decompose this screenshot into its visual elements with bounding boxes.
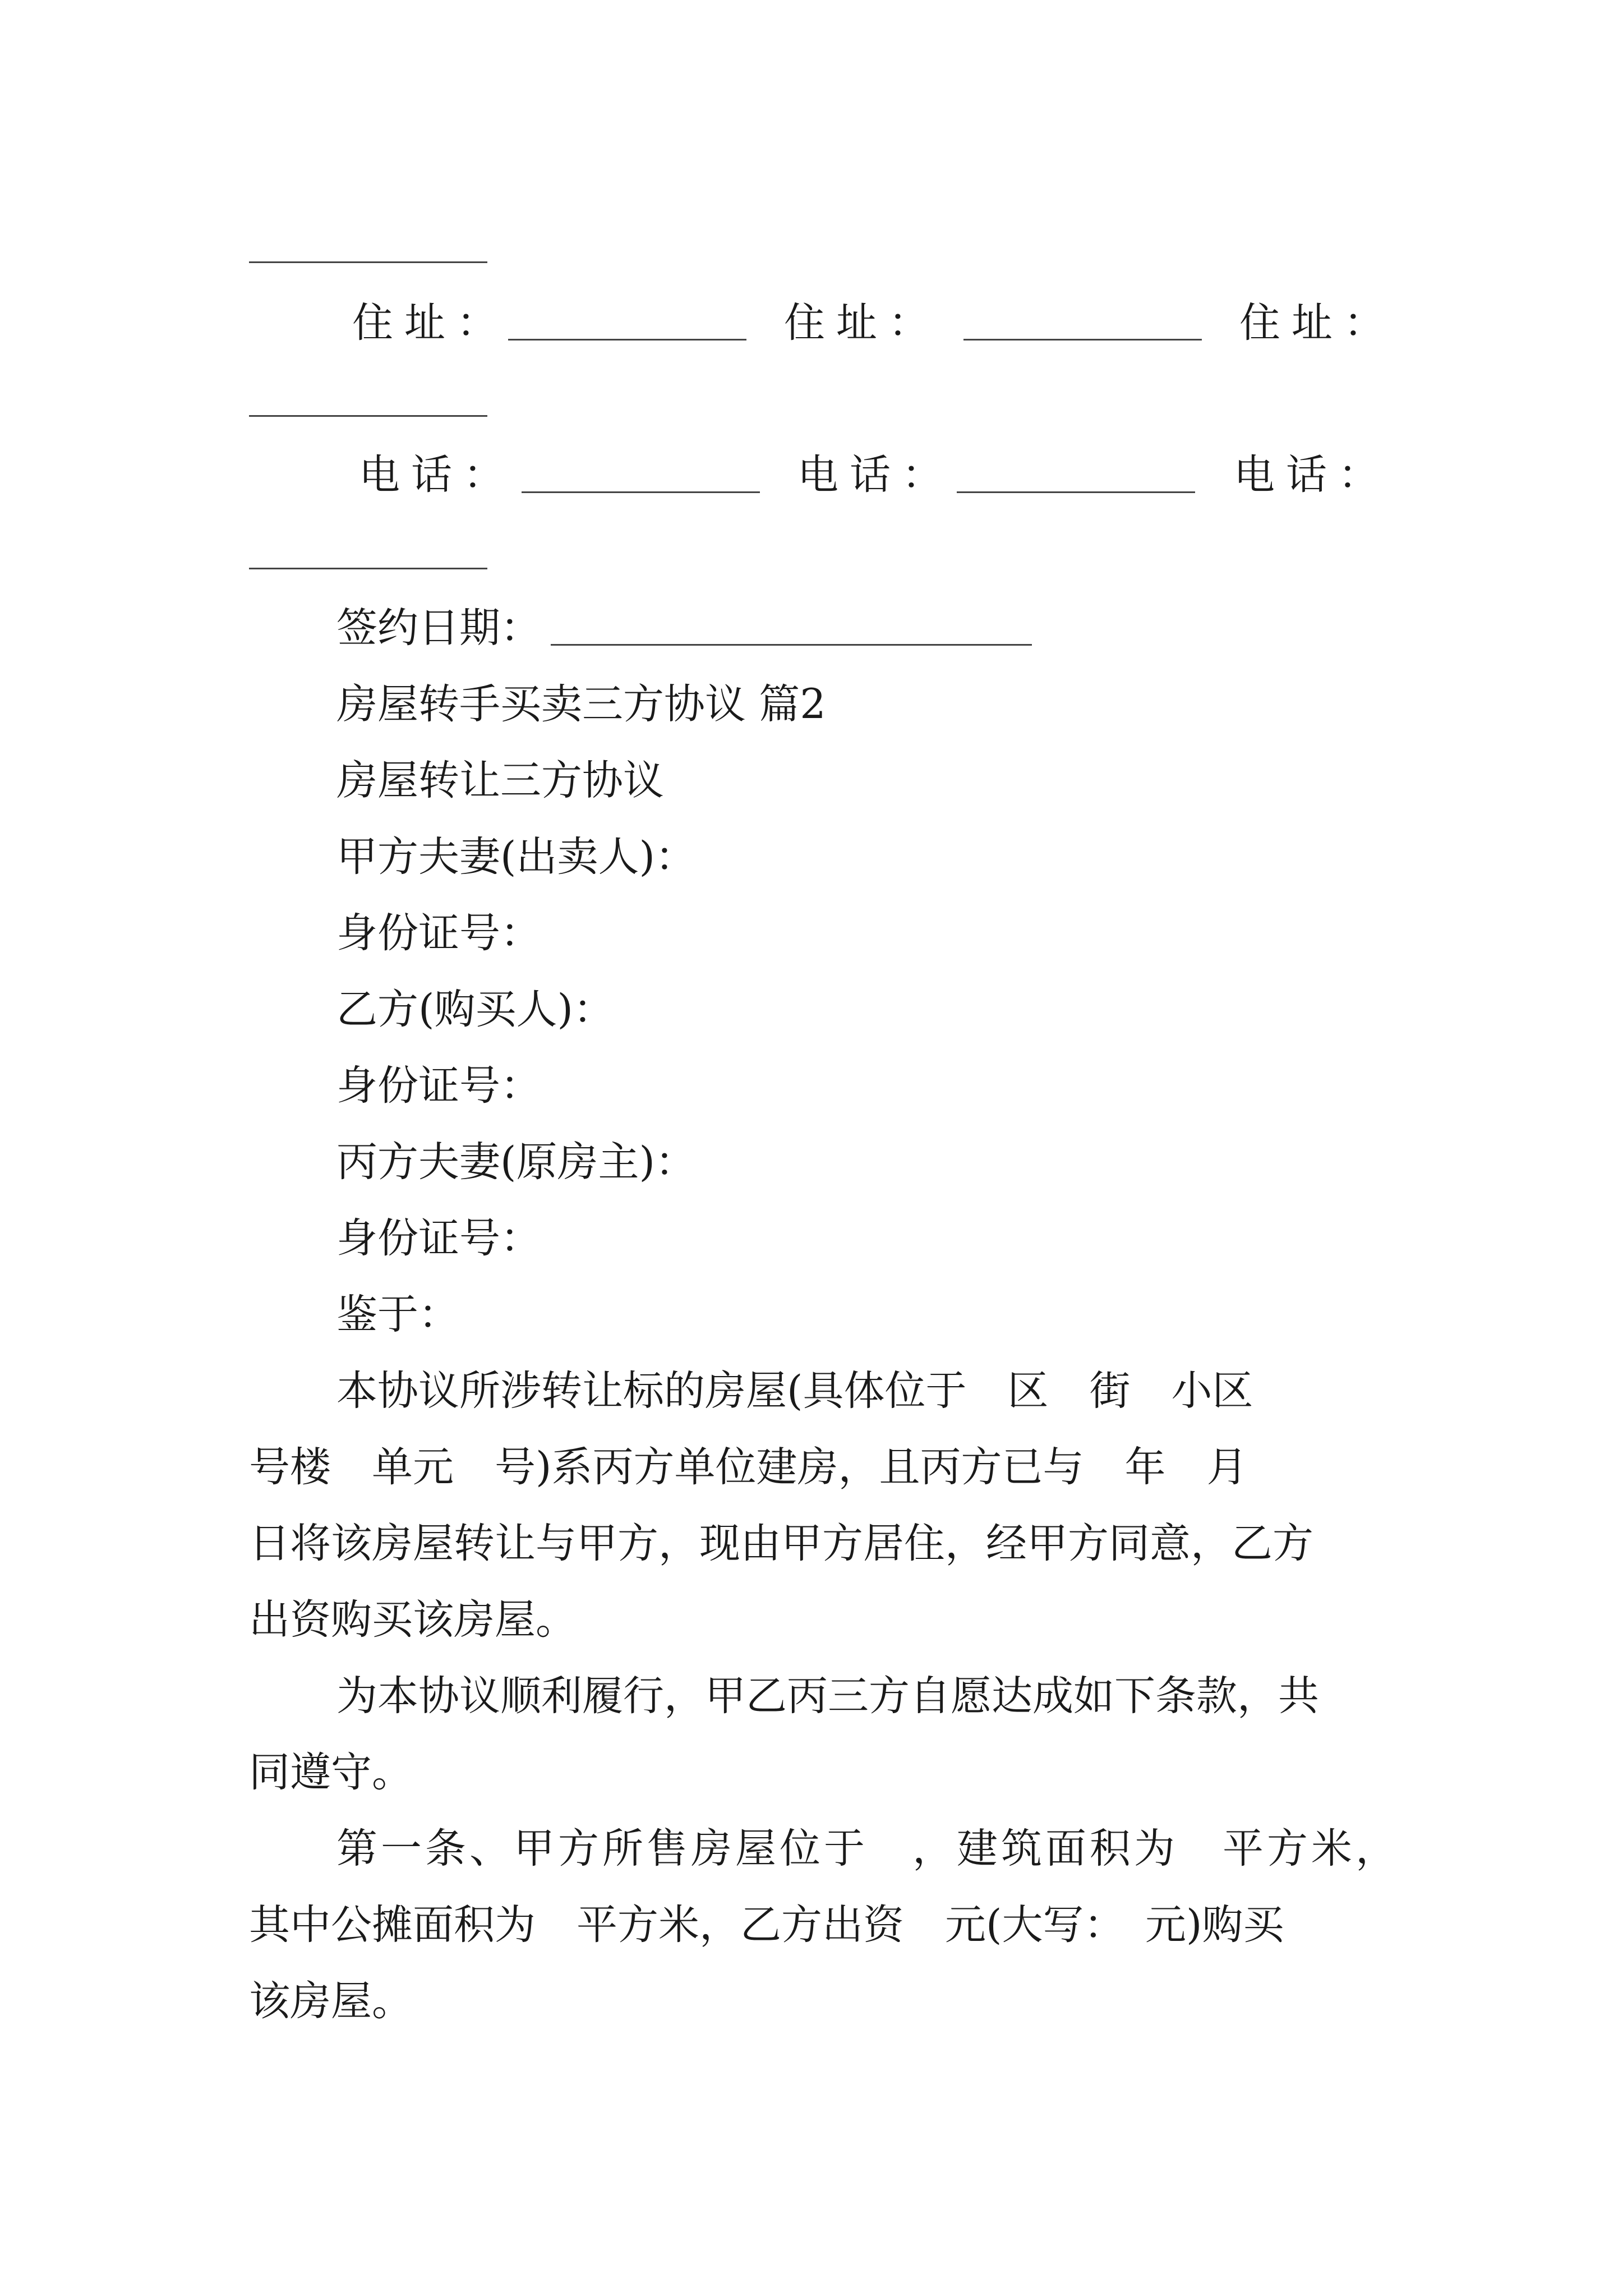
whereas-label: 鉴于： bbox=[336, 1291, 459, 1338]
paragraph-line: 本协议所涉转让标的房屋(具体位于 区 街 小区 bbox=[336, 1367, 1253, 1415]
phone-field-1[interactable] bbox=[522, 491, 760, 493]
sign-date-label: 签约日期： bbox=[336, 604, 541, 652]
sign-date-field[interactable] bbox=[551, 644, 1032, 646]
document-title: 房屋转手买卖三方协议 篇2 bbox=[336, 680, 826, 728]
party-c-label: 丙方夫妻(原房主)： bbox=[336, 1138, 696, 1186]
paragraph-line: 号楼 单元 号)系丙方单位建房，且丙方已与 年 月 bbox=[249, 1443, 1248, 1491]
address-field-1[interactable] bbox=[508, 339, 746, 341]
address-label: 住址： bbox=[1239, 299, 1396, 347]
address-field-3[interactable] bbox=[249, 415, 487, 417]
party-b-label: 乙方(购买人)： bbox=[336, 986, 614, 1033]
phone-field-3[interactable] bbox=[249, 568, 487, 569]
paragraph-line: 同遵守。 bbox=[249, 1749, 413, 1796]
paragraph-line: 日将该房屋转让与甲方，现由甲方居住，经甲方同意，乙方 bbox=[249, 1520, 1313, 1567]
article-line: 第一条、甲方所售房屋位于 ，建筑面积为 平方米， bbox=[336, 1825, 1400, 1872]
phone-label: 电话： bbox=[359, 451, 515, 499]
paragraph-line: 为本协议顺利履行，甲乙丙三方自愿达成如下条款，共 bbox=[336, 1672, 1319, 1720]
party-a-label: 甲方夫妻(出卖人)： bbox=[336, 833, 696, 881]
phone-label: 电话： bbox=[1234, 451, 1390, 499]
phone-label: 电话： bbox=[797, 451, 954, 499]
address-label: 住址： bbox=[352, 299, 509, 347]
blank-line bbox=[249, 261, 487, 263]
party-b-id-label: 身份证号： bbox=[336, 1062, 541, 1110]
party-c-id-label: 身份证号： bbox=[336, 1214, 541, 1262]
address-label: 住址： bbox=[784, 299, 940, 347]
party-a-id-label: 身份证号： bbox=[336, 909, 541, 957]
address-field-2[interactable] bbox=[963, 339, 1202, 341]
article-line: 其中公摊面积为 平方米，乙方出资 元(大写： 元)购买 bbox=[249, 1901, 1284, 1949]
phone-field-2[interactable] bbox=[957, 491, 1195, 493]
article-line: 该房屋。 bbox=[249, 1977, 413, 2025]
document-subtitle: 房屋转让三方协议 bbox=[336, 757, 664, 804]
paragraph-line: 出资购买该房屋。 bbox=[249, 1596, 577, 1644]
